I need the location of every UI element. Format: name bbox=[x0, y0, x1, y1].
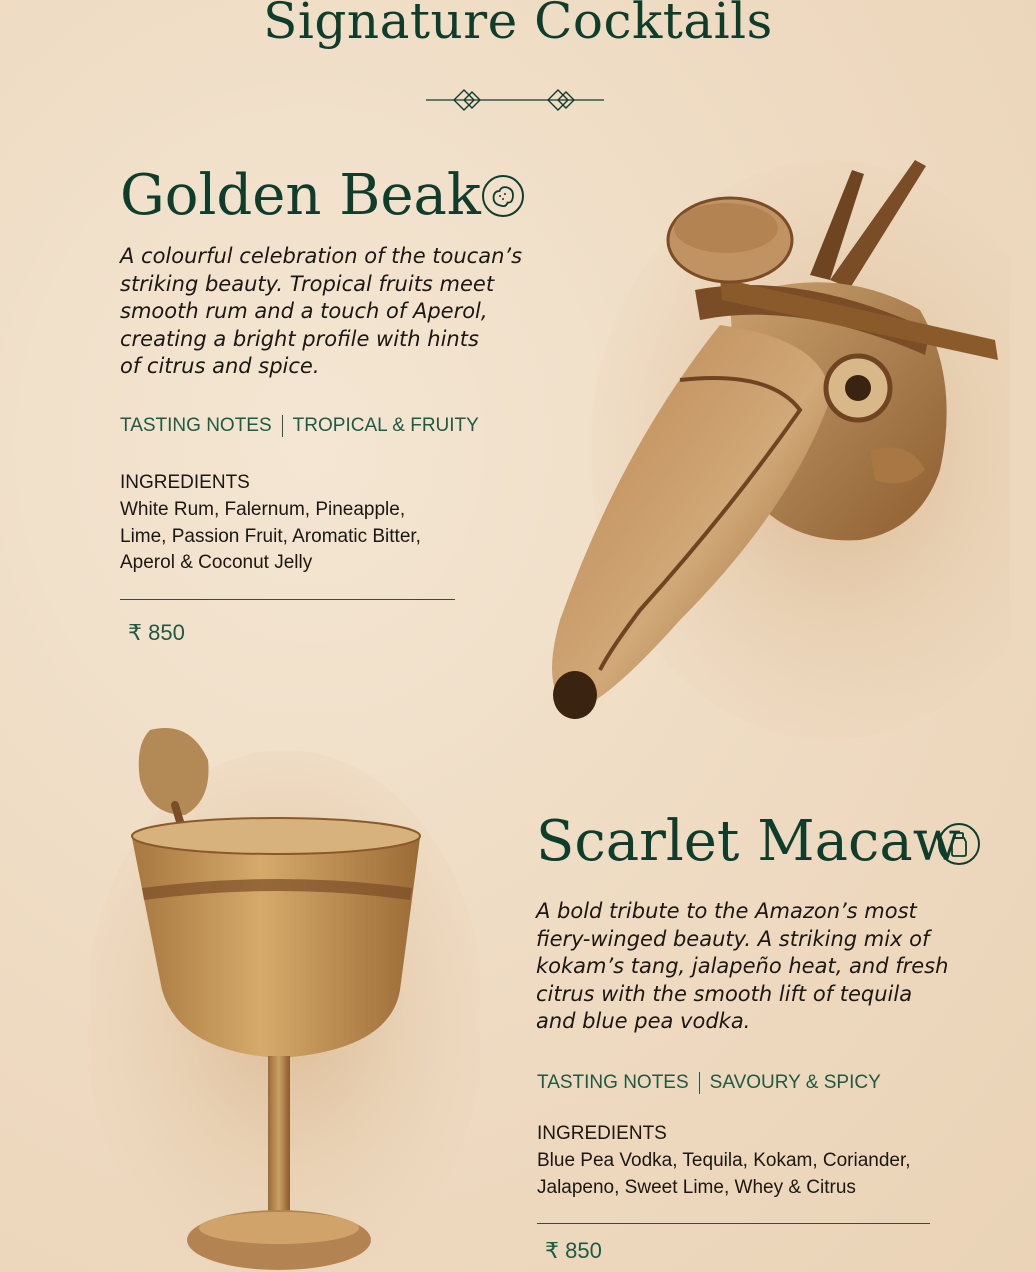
notes-separator bbox=[699, 1072, 700, 1094]
ingredients-list: Blue Pea Vodka, Tequila, Kokam, Coriander, Jalapeno, Sweet Lime, Whey & Citrus bbox=[537, 1150, 911, 1198]
cocktail-glass-illustration bbox=[90, 720, 480, 1272]
drink-name: Scarlet Macaw bbox=[536, 809, 961, 874]
drink-price: ₹ 850 bbox=[128, 620, 185, 645]
ingredients-title: INGREDIENTS bbox=[120, 472, 250, 493]
divider-rule bbox=[537, 1223, 930, 1224]
notes-separator bbox=[282, 415, 283, 437]
toucan-illustration bbox=[530, 150, 1010, 740]
drink-price: ₹ 850 bbox=[545, 1238, 602, 1263]
divider-ornament bbox=[424, 86, 606, 114]
peanut-icon bbox=[482, 175, 524, 217]
drink-description: A bold tribute to the Amazon’s most fiery-winged beauty. A striking mix of kokam’s tang, jalapeño heat, and fresh citrus with the smooth lift of tequila and blue pea vodka. bbox=[536, 899, 949, 1033]
drink-description: A colourful celebration of the toucan’s striking beauty. Tropical fruits meet smooth rum and a touch of Aperol, creating a bright profile with hints of citrus and spice. bbox=[120, 244, 523, 378]
tasting-notes-value: SAVOURY & SPICY bbox=[709, 1072, 881, 1093]
tasting-notes-label: TASTING NOTES bbox=[120, 415, 272, 436]
page-title: Signature Cocktails bbox=[263, 0, 773, 50]
ingredients-list: White Rum, Falernum, Pineapple, Lime, Passion Fruit, Aromatic Bitter, Aperol & Coconut Jelly bbox=[120, 499, 421, 573]
tasting-notes-label: TASTING NOTES bbox=[537, 1072, 689, 1093]
tasting-notes bbox=[120, 415, 479, 437]
drink-name: Golden Beak bbox=[120, 163, 481, 228]
ingredients-title: INGREDIENTS bbox=[537, 1123, 667, 1144]
divider-rule bbox=[120, 599, 455, 600]
milk-bottle-icon bbox=[938, 823, 980, 865]
tasting-notes bbox=[537, 1072, 881, 1094]
tasting-notes-value: TROPICAL & FRUITY bbox=[292, 415, 479, 436]
